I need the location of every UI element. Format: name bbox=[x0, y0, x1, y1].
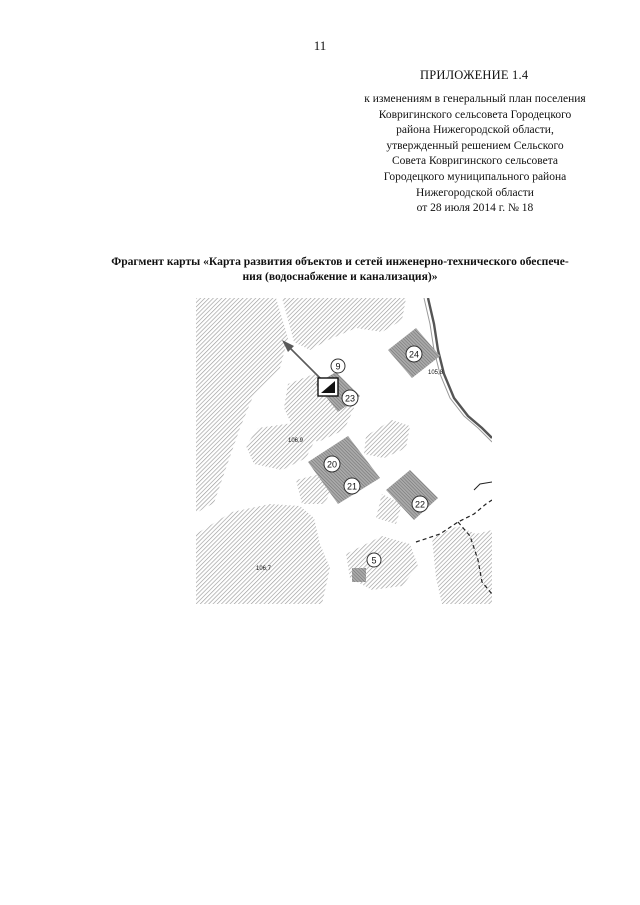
elevation-mark: 106,7 bbox=[256, 566, 272, 572]
appendix-line: к изменениям в генеральный план поселения bbox=[364, 93, 586, 105]
label-23-text: 23 bbox=[344, 393, 356, 404]
label-5 bbox=[367, 553, 381, 567]
appendix-line: от 28 июля 2014 г. № 18 bbox=[416, 202, 534, 215]
building-5 bbox=[352, 568, 366, 582]
vegetation-area bbox=[282, 298, 406, 350]
water-tower-icon bbox=[318, 378, 338, 396]
appendix-line: Совета Ковригинского сельсовета bbox=[391, 155, 559, 168]
label-20-text: 20 bbox=[326, 459, 338, 470]
label-21 bbox=[344, 478, 360, 494]
appendix-title: ПРИЛОЖЕНИЕ 1.4 bbox=[420, 68, 529, 82]
label-24-text: 24 bbox=[408, 349, 420, 360]
map-caption bbox=[60, 254, 620, 284]
appendix-line: Нижегородской области bbox=[416, 186, 534, 199]
elevation-mark: 105,8 bbox=[428, 370, 444, 376]
map-fragment bbox=[196, 298, 492, 604]
label-9 bbox=[331, 359, 345, 373]
vegetation-area bbox=[196, 298, 288, 513]
vegetation-area bbox=[246, 422, 316, 470]
water-pipeline bbox=[474, 482, 492, 490]
vegetation-area bbox=[196, 504, 330, 604]
road-line bbox=[428, 298, 492, 438]
vegetation-area bbox=[364, 420, 410, 458]
elevation-mark: 106,9 bbox=[288, 438, 304, 444]
label-9-text: 9 bbox=[335, 361, 341, 372]
appendix-line: утвержденный решением Сельского bbox=[386, 139, 564, 152]
caption-line: Фрагмент карты «Карта развития объектов и сетей инженерно-технического обеспече- bbox=[111, 255, 569, 268]
appendix-line: района Нижегородской области, bbox=[396, 124, 554, 137]
label-20 bbox=[324, 456, 340, 472]
appendix-line: Ковригинского сельсовета Городецкого bbox=[378, 108, 572, 121]
page-number: 11 bbox=[313, 38, 327, 53]
label-23 bbox=[342, 390, 358, 406]
vegetation-area bbox=[432, 526, 492, 604]
appendix-line: Городецкого муниципального района bbox=[383, 170, 567, 183]
label-24 bbox=[406, 346, 422, 362]
label-5-text: 5 bbox=[371, 555, 377, 566]
appendix-description bbox=[330, 92, 620, 217]
label-21-text: 21 bbox=[346, 481, 358, 492]
caption-line: ния (водоснабжение и канализация)» bbox=[242, 270, 438, 284]
label-22 bbox=[412, 496, 428, 512]
label-22-text: 22 bbox=[414, 499, 426, 510]
